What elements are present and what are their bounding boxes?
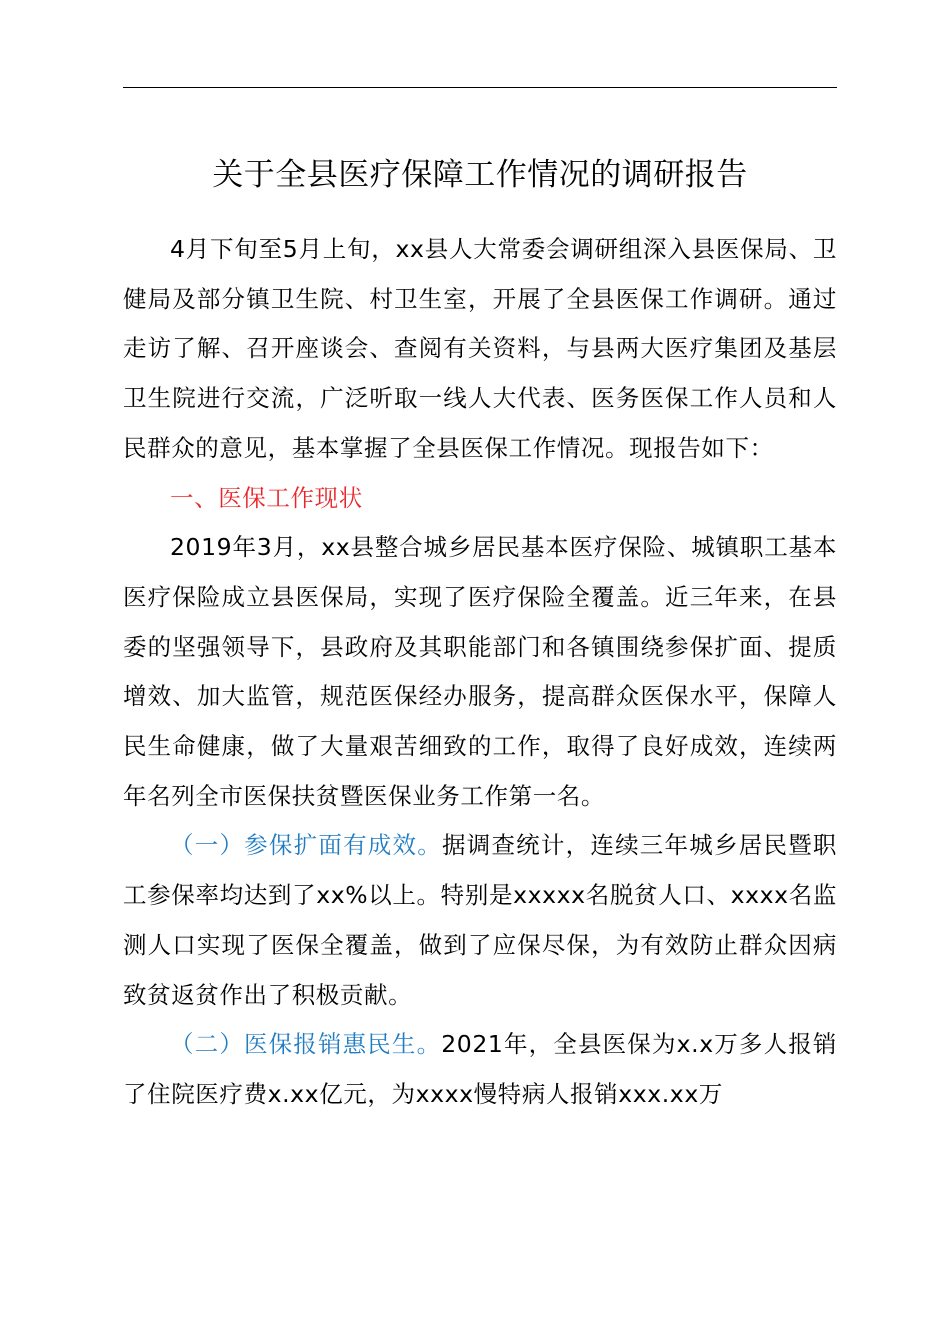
section-paragraph: 2019年3月，xx县整合城乡居民基本医疗保险、城镇职工基本医疗保险成立县医保局，实现了医疗保险全覆盖。近三年来，在县委的坚强领导下，县政府及其职能部门和各镇围绕参保扩面、提质增效、加大监管，规范医保经办服务，提高群众医保水平，保障人民生命健康，做了大量艰苦细致的工作，取得了良好成效，连续两年名列全市医保扶贫暨医保业务工作第一名。 bbox=[123, 533, 837, 810]
subsection-1-paragraph bbox=[123, 821, 837, 1020]
document-title: 关于全县医疗保障工作情况的调研报告 bbox=[212, 157, 748, 193]
document-body bbox=[123, 225, 837, 1120]
intro-paragraph: 4月下旬至5月上旬，xx县人大常委会调研组深入县医保局、卫健局及部分镇卫生院、村卫生室，开展了全县医保工作调研。通过走访了解、召开座谈会、查阅有关资料，与县两大医疗集团及基层卫生院进行交流，广泛听取一线人大代表、医务医保工作人员和人民群众的意见，基本掌握了全县医保工作情况。现报告如下： bbox=[123, 235, 837, 462]
subsection-2-text: 2021年，全县医保为x.x万多人报销了住院医疗费x.xx亿元，为xxxx慢特病人报销xxx.xx万 bbox=[123, 1030, 837, 1108]
section-heading: 一、医保工作现状 bbox=[170, 483, 363, 512]
subsection-2-paragraph bbox=[123, 1020, 837, 1119]
subsection-1-text: 据调查统计，连续三年城乡居民暨职工参保率均达到了xx%以上。特别是xxxxx名脱贫人口、xxxx名监测人口实现了医保全覆盖，做到了应保尽保，为有效防止群众因病致贫返贫作出了积极贡献。 bbox=[123, 831, 837, 1009]
subsection-1-heading: （一）参保扩面有成效。 bbox=[170, 831, 442, 860]
header-rule bbox=[123, 87, 837, 88]
subsection-2-heading: （二）医保报销惠民生。 bbox=[170, 1030, 442, 1059]
